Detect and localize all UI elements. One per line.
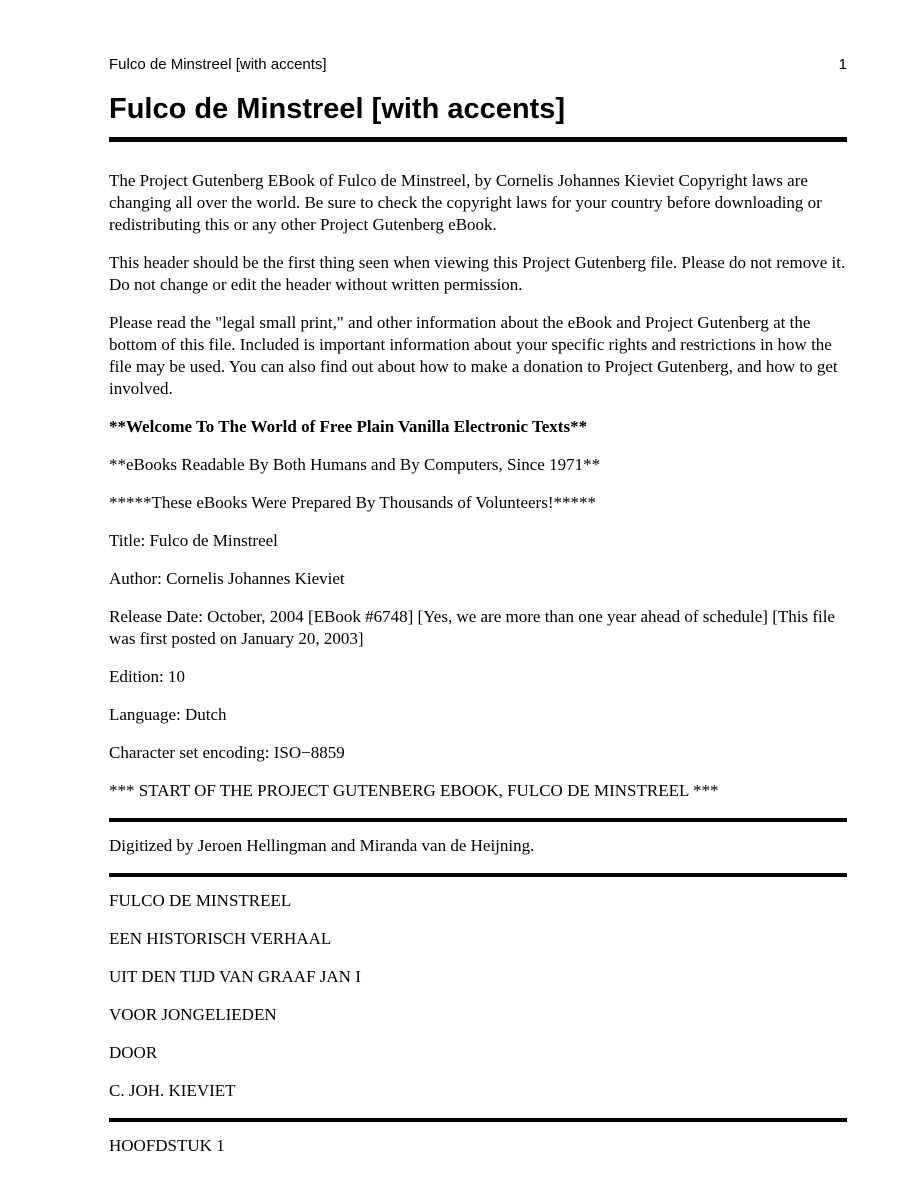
running-header-title: Fulco de Minstreel [with accents] — [109, 56, 327, 73]
paragraph: DOOR — [109, 1043, 158, 1062]
paragraph: **Welcome To The World of Free Plain Vanilla Electronic Texts** — [109, 417, 588, 436]
paragraph: UIT DEN TIJD VAN GRAAF JAN I — [109, 967, 361, 986]
paragraph: Release Date: October, 2004 [EBook #6748] [Yes, we are more than one year ahead of schedule] [This file was first posted on January 20, 2003] — [109, 607, 835, 648]
paragraph: FULCO DE MINSTREEL — [109, 891, 292, 910]
paragraph: VOOR JONGELIEDEN — [109, 1005, 277, 1024]
paragraph: Digitized by Jeroen Hellingman and Miranda van de Heijning. — [109, 836, 535, 855]
paragraph: EEN HISTORISCH VERHAAL — [109, 929, 332, 948]
section-rule — [109, 1118, 847, 1122]
paragraph: *****These eBooks Were Prepared By Thousands of Volunteers!***** — [109, 493, 596, 512]
running-header — [109, 56, 847, 74]
paragraph: Edition: 10 — [109, 667, 186, 686]
paragraph: C. JOH. KIEVIET — [109, 1081, 236, 1100]
page-content — [109, 0, 847, 1173]
document-title: Fulco de Minstreel [with accents] — [109, 93, 566, 125]
section-rule — [109, 818, 847, 822]
paragraph: *** START OF THE PROJECT GUTENBERG EBOOK, FULCO DE MINSTREEL *** — [109, 781, 719, 800]
paragraph: The Project Gutenberg EBook of Fulco de Minstreel, by Cornelis Johannes Kieviet Copyright laws are changing all over the world. Be sure to check the copyright laws for your country before downloading or redistributing this or any other Project Gutenberg eBook. — [109, 171, 822, 234]
document-body — [109, 170, 847, 1157]
paragraph: Author: Cornelis Johannes Kieviet — [109, 569, 345, 588]
paragraph: This header should be the first thing seen when viewing this Project Gutenberg file. Please do not remove it. Do not change or edit the header without written permission. — [109, 253, 846, 294]
paragraph: Character set encoding: ISO−8859 — [109, 743, 345, 762]
paragraph: Please read the "legal small print," and other information about the eBook and Project Gutenberg at the bottom of this file. Included is important information about your specific rights and restrictions in how the file may be used. You can also find out about how to make a donation to Project Gutenberg, and how to get involved. — [109, 313, 838, 398]
paragraph: Title: Fulco de Minstreel — [109, 531, 278, 550]
title-rule — [109, 137, 847, 142]
section-rule — [109, 873, 847, 877]
paragraph: Language: Dutch — [109, 705, 227, 724]
paragraph: **eBooks Readable By Both Humans and By Computers, Since 1971** — [109, 455, 601, 474]
page-number: 1 — [838, 56, 847, 73]
paragraph: HOOFDSTUK 1 — [109, 1136, 225, 1155]
